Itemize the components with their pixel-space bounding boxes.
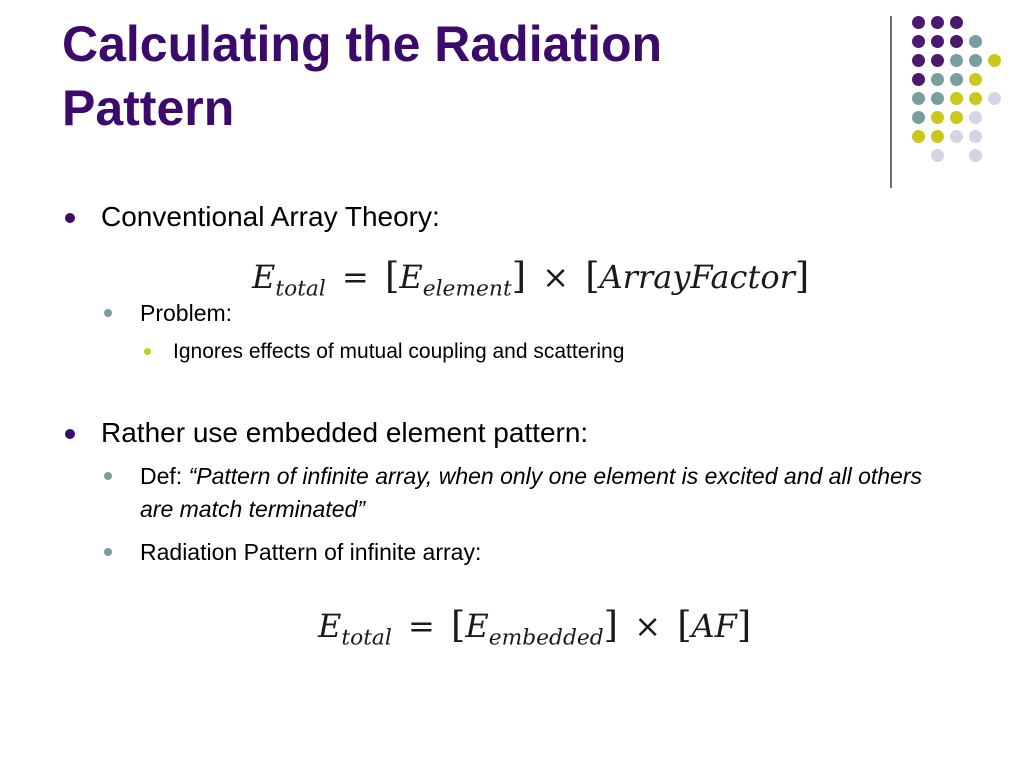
dot — [950, 54, 963, 67]
equation-embedded — [318, 603, 751, 651]
dot — [912, 73, 925, 86]
dot — [969, 149, 982, 162]
dot — [950, 35, 963, 48]
bullet-embedded-element-pattern — [101, 416, 588, 450]
eq-rhs: AF — [691, 607, 737, 645]
eq-bracket: ] — [511, 254, 527, 297]
dot — [912, 111, 925, 124]
dot — [931, 73, 944, 86]
bullet-text: Ignores effects of mutual coupling and scattering — [173, 340, 625, 363]
dot — [988, 54, 1001, 67]
bullet-radiation-pattern — [140, 536, 960, 569]
bullet-problem — [140, 297, 960, 330]
dot — [931, 111, 944, 124]
dot — [931, 54, 944, 67]
dot — [931, 16, 944, 29]
bullet-conventional-array-theory — [101, 200, 440, 234]
bullet-text: Problem: — [140, 300, 233, 326]
bullet-dot — [144, 348, 151, 355]
bullet-definition — [140, 460, 960, 526]
eq-bracket: ] — [794, 254, 810, 297]
eq-rhs: ArrayFactor — [599, 258, 795, 296]
bullet-text: Conventional Array Theory: — [101, 201, 440, 232]
eq-bracket: ] — [603, 603, 619, 646]
eq-lhs-sub: total — [341, 625, 392, 651]
bullet-dot — [104, 548, 112, 556]
bullet-text: Rather use embedded element pattern: — [101, 417, 589, 448]
equation-conventional — [252, 254, 809, 302]
bullet-dot — [104, 309, 112, 317]
dot — [969, 111, 982, 124]
bullet-dot — [65, 429, 75, 439]
dot — [969, 35, 982, 48]
eq-bracket: [ — [385, 254, 400, 297]
definition-label: Def: — [140, 463, 189, 489]
eq-lhs: E — [252, 258, 276, 296]
bullet-ignores-effects — [173, 338, 624, 366]
dot — [969, 130, 982, 143]
eq-mid-sub: element — [422, 276, 512, 302]
decorative-dot-grid — [0, 0, 1024, 170]
dot — [988, 92, 1001, 105]
bullet-text: Radiation Pattern of infinite array: — [140, 539, 482, 565]
slide-title: Calculating the Radiation Pattern — [62, 16, 663, 136]
dot — [912, 130, 925, 143]
dot — [931, 130, 944, 143]
eq-bracket: [ — [585, 254, 600, 297]
eq-lhs: E — [318, 607, 342, 645]
eq-bracket: [ — [677, 603, 692, 646]
eq-bracket: ] — [736, 603, 752, 646]
dot — [950, 73, 963, 86]
dot — [950, 92, 963, 105]
dot — [950, 111, 963, 124]
eq-equals: = — [408, 607, 435, 645]
dot — [969, 92, 982, 105]
definition-quote: “Pattern of infinite array, when only one element is excited and all others are match terminated” — [140, 463, 922, 522]
eq-times: × — [634, 607, 662, 645]
bullet-dot — [104, 472, 112, 480]
eq-times: × — [542, 258, 570, 296]
eq-equals: = — [342, 258, 369, 296]
dot — [969, 73, 982, 86]
dot — [912, 35, 925, 48]
dot — [950, 130, 963, 143]
dot — [969, 54, 982, 67]
eq-bracket: [ — [451, 603, 466, 646]
eq-mid: E — [465, 607, 489, 645]
eq-lhs-sub: total — [275, 276, 326, 302]
dot — [912, 16, 925, 29]
eq-mid: E — [399, 258, 423, 296]
bullet-dot — [65, 213, 75, 223]
eq-mid-sub: embedded — [488, 625, 604, 651]
dot — [912, 54, 925, 67]
dot — [912, 92, 925, 105]
dot — [950, 16, 963, 29]
dot — [931, 35, 944, 48]
dot — [931, 92, 944, 105]
dot — [931, 149, 944, 162]
